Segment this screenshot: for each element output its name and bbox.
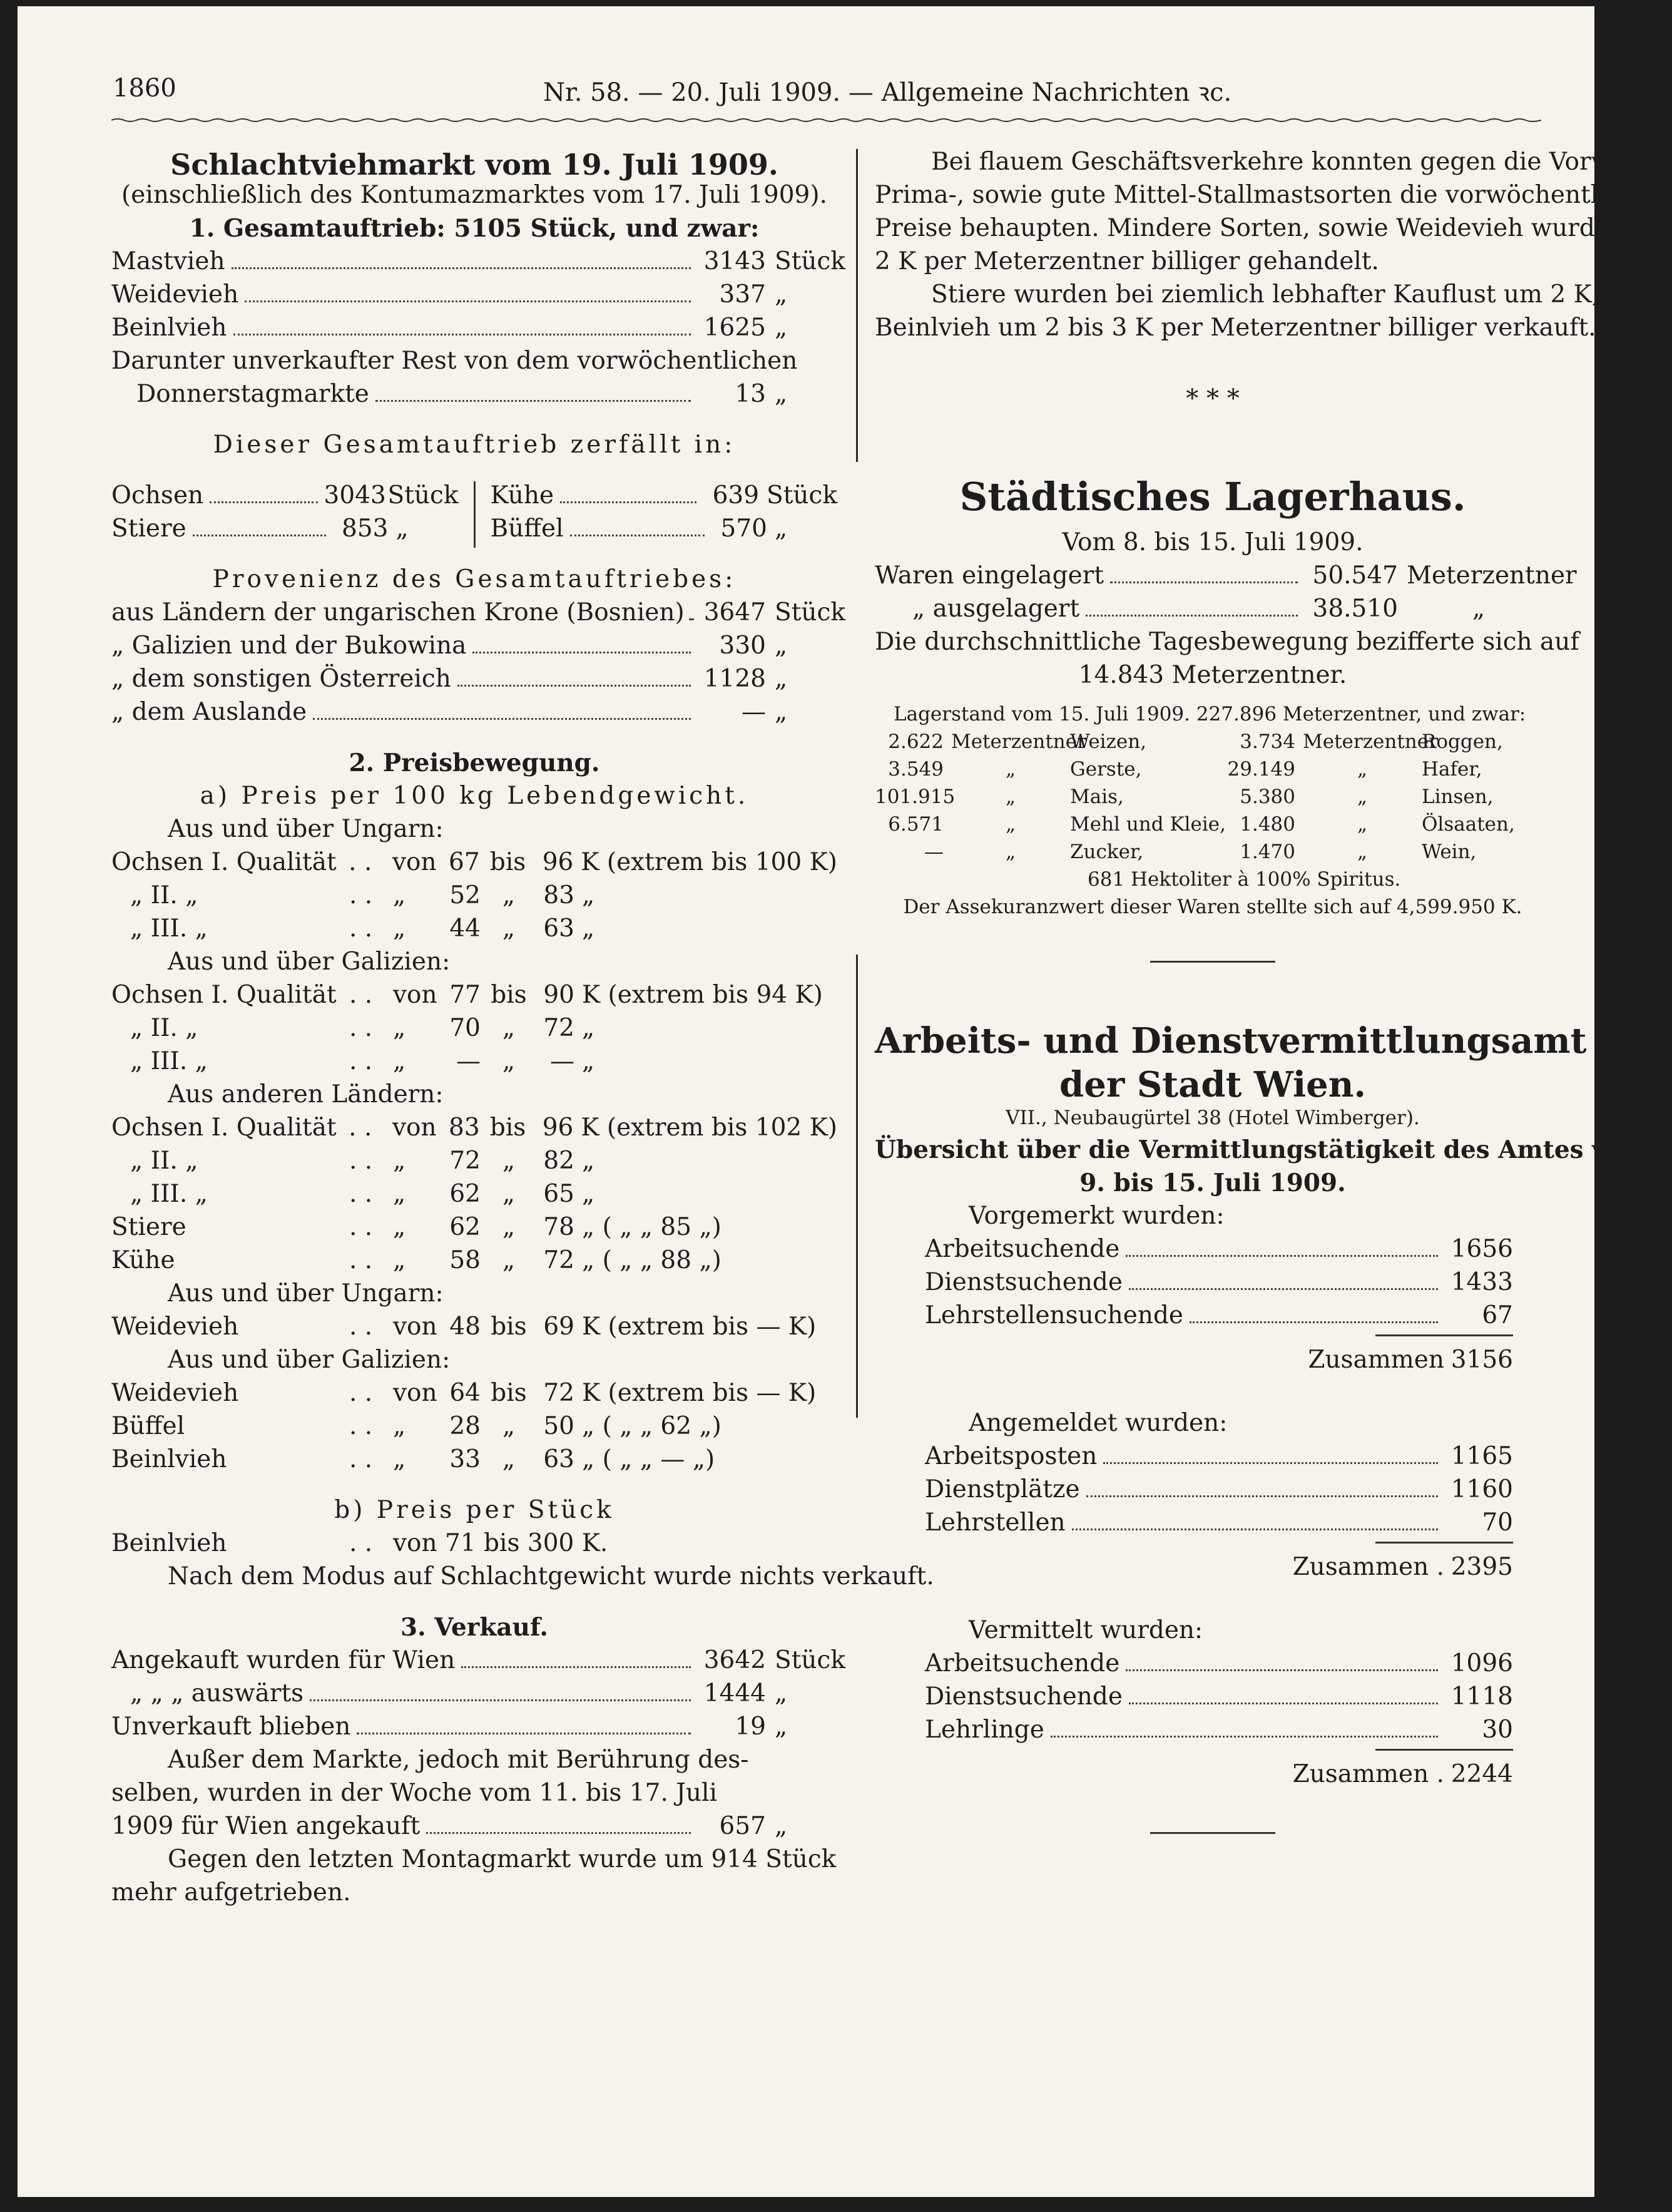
- stats-heading: Vermittelt wurden:: [969, 1616, 1203, 1644]
- stock-row: — „ Zucker, 1.470 „ Wein,: [924, 841, 1477, 863]
- stock-heading: Lagerstand vom 15. Juli 1909. 227.896 Meterzentner, und zwar:: [894, 703, 1526, 725]
- list-item: aus Ländern der ungarischen Krone (Bosnien) 3647 Stück: [111, 598, 845, 627]
- list-item: Donnerstagmarkte 13 „: [136, 380, 788, 408]
- left-column: [111, 148, 934, 1912]
- list-item: Lehrstellensuchende 67: [925, 1301, 1513, 1329]
- employment-office-title: Arbeits- und Dienstvermittlungsamt: [875, 1020, 1587, 1062]
- origin-heading: Aus anderen Ländern:: [168, 1080, 444, 1109]
- list-item: Arbeitsuchende 1656: [925, 1235, 1513, 1263]
- price-row: Ochsen I. Qualität . . von 77 bis 90 K (extrem bis 94 K): [111, 981, 823, 1009]
- price-row: Weidevieh . . von 64 bis 72 K (extrem bis — K): [111, 1379, 817, 1407]
- list-item: „ „ „ auswärts 1444 „: [130, 1679, 788, 1708]
- list-item: „ ausgelagert 38.510 „: [912, 595, 1486, 623]
- list-item: Mastvieh 3143 Stück: [111, 247, 845, 275]
- cattle-market-title: Schlachtviehmarkt vom 19. Juli 1909.: [170, 148, 778, 182]
- list-item: Beinlvieh 1625 „: [111, 314, 788, 342]
- right-column: [875, 148, 1672, 1834]
- overview-heading: 9. bis 15. Juli 1909.: [1079, 1169, 1346, 1197]
- header-rule: [111, 118, 1541, 123]
- list-item: „ Galizien und der Bukowina 330 „: [111, 632, 788, 660]
- list-item: „ dem Auslande — „: [111, 698, 788, 726]
- total-row: Zusammen . 2244: [1292, 1760, 1513, 1788]
- stock-row: 3.549 „ Gerste, 29.149 „ Hafer,: [888, 758, 1482, 781]
- stock-row: 6.571 „ Mehl und Kleie, 1.480 „ Ölsaaten,: [888, 813, 1515, 836]
- para-line: Stiere wurden bei ziemlich lebhafter Kauflust um 2 K,: [931, 280, 1600, 309]
- list-item: Lehrlinge 30: [925, 1716, 1513, 1744]
- list-item: Dienstsuchende 1118: [925, 1682, 1513, 1711]
- section-divider: [1150, 1832, 1275, 1834]
- list-item: 1909 für Wien angekauft 657 „: [111, 1812, 788, 1840]
- note-line: Nach dem Modus auf Schlachtgewicht wurde nichts verkauft.: [168, 1562, 934, 1590]
- list-item: Büffel 570 „: [490, 515, 788, 543]
- list-item: Dienstsuchende 1433: [925, 1268, 1513, 1296]
- para-line: mehr aufgetrieben.: [111, 1878, 351, 1907]
- price-row: Beinlvieh . . von 71 bis 300 K.: [111, 1529, 608, 1557]
- list-item: Weidevieh 337 „: [111, 280, 788, 309]
- origin-heading: Aus und über Ungarn:: [168, 1279, 444, 1308]
- para-line: Gegen den letzten Montagmarkt wurde um 914 Stück: [168, 1845, 837, 1873]
- warehouse-subtitle: Vom 8. bis 15. Juli 1909.: [1062, 528, 1364, 556]
- price-movement-heading: 2. Preisbewegung.: [349, 749, 600, 777]
- para-line: Prima-, sowie gute Mittel-Stallmastsorten die vorwöchentlichen: [875, 181, 1666, 209]
- stock-row: 101.915 „ Mais, 5.380 „ Linsen,: [875, 786, 1494, 808]
- total-supply-heading: 1. Gesamtauftrieb: 5105 Stück, und zwar:: [189, 214, 760, 243]
- price-per-100kg-heading: a) Preis per 100 kg Lebendgewicht.: [200, 782, 749, 810]
- newspaper-page: [18, 6, 1672, 2197]
- list-item: Ochsen 3043 Stück: [111, 481, 459, 509]
- stats-heading: Vorgemerkt wurden:: [969, 1202, 1225, 1230]
- employment-stats: [925, 1202, 1513, 1788]
- para-line: Preise behaupten. Mindere Sorten, sowie Weidevieh wurden um: [875, 214, 1672, 242]
- para-line: Bei flauem Geschäftsverkehre konnten gegen die Vorwoche: [931, 148, 1671, 176]
- breakdown-heading: Dieser Gesamtauftrieb zerfällt in:: [213, 431, 736, 459]
- price-row: „ II. „ . . „ 70 „ 72 „: [130, 1014, 595, 1042]
- employment-office-title: der Stadt Wien.: [1059, 1064, 1366, 1105]
- warehouse-average: 14.843 Meterzentner.: [1078, 661, 1347, 689]
- cattle-market-subtitle: (einschließlich des Kontumazmarktes vom 17. Juli 1909).: [121, 181, 827, 209]
- warehouse-average: Die durchschnittliche Tagesbewegung bezifferte sich auf: [875, 628, 1579, 656]
- origin-heading: Aus und über Ungarn:: [168, 815, 444, 843]
- price-row: Ochsen I. Qualität . . von 67 bis 96 K (extrem bis 100 K): [111, 848, 837, 876]
- para-line: selben, wurden in der Woche vom 11. bis 17. Juli: [111, 1779, 717, 1807]
- page-number: 1860: [113, 74, 176, 103]
- price-row: Kühe . . „ 58 „ 72 „ ( „ „ 88 „): [111, 1246, 721, 1274]
- list-item: Lehrstellen 70: [925, 1508, 1513, 1537]
- price-row: „ II. „ . . „ 72 „ 82 „: [130, 1147, 595, 1175]
- stock-row: 2.622 Meterzentner Weizen, 3.734 Meterzentner Roggen,: [888, 730, 1503, 753]
- para-line: Beinlvieh um 2 bis 3 K per Meterzentner billiger verkauft.: [875, 314, 1596, 342]
- price-per-piece-heading: b) Preis per Stück: [334, 1496, 614, 1524]
- list-item: Stiere 853 „: [111, 515, 409, 543]
- price-row: „ III. „ . . „ 62 „ 65 „: [130, 1180, 595, 1208]
- para-line: Außer dem Markte, jedoch mit Berührung des-: [168, 1746, 749, 1774]
- sale-heading: 3. Verkauf.: [400, 1613, 548, 1642]
- employment-office-address: VII., Neubaugürtel 38 (Hotel Wimberger).: [1006, 1107, 1420, 1129]
- stock-insurance: Der Assekuranzwert dieser Waren stellte sich auf 4,599.950 K.: [903, 896, 1522, 918]
- warehouse-title: Städtisches Lagerhaus.: [959, 474, 1466, 520]
- stats-heading: Angemeldet wurden:: [969, 1409, 1228, 1437]
- price-row: Ochsen I. Qualität . . von 83 bis 96 K (extrem bis 102 K): [111, 1114, 837, 1142]
- list-item: Arbeitsposten 1165: [925, 1442, 1513, 1470]
- origin-heading: Aus und über Galizien:: [168, 948, 451, 976]
- price-row: „ II. „ . . „ 52 „ 83 „: [130, 881, 595, 909]
- price-row: „ III. „ . . „ — „ — „: [130, 1047, 595, 1075]
- column-rule-2: [856, 955, 858, 1418]
- price-row: Beinlvieh . . „ 33 „ 63 „ ( „ „ — „): [111, 1445, 715, 1473]
- price-row: „ III. „ . . „ 44 „ 63 „: [130, 914, 595, 943]
- para-line: 2 K per Meterzentner billiger gehandelt.: [875, 247, 1379, 275]
- overview-heading: Übersicht über die Vermittlungstätigkeit des Amtes vom: [875, 1135, 1649, 1164]
- provenance-heading: Provenienz des Gesamtauftriebes:: [212, 565, 737, 593]
- running-title: Nr. 58. — 20. Juli 1909. — Allgemeine Nachrichten ꝛc.: [543, 78, 1232, 107]
- section-stars: * * *: [1186, 384, 1240, 413]
- stock-spirit: 681 Hektoliter à 100% Spiritus.: [1088, 868, 1401, 891]
- price-row: Weidevieh . . von 48 bis 69 K (extrem bis — K): [111, 1313, 817, 1341]
- origin-heading: Aus und über Galizien:: [168, 1346, 451, 1374]
- list-item: Unverkauft blieben 19 „: [111, 1713, 788, 1741]
- total-row: Zusammen . 2395: [1292, 1553, 1513, 1581]
- list-item: „ dem sonstigen Österreich 1128 „: [111, 665, 788, 693]
- list-item: Waren eingelagert 50.547 Meterzentner: [875, 561, 1577, 590]
- note-line: Darunter unverkaufter Rest von dem vorwöchentlichen: [111, 347, 798, 375]
- list-item: Kühe 639 Stück: [490, 481, 837, 509]
- total-row: Zusammen 3156: [1308, 1346, 1513, 1374]
- price-row: Büffel . . „ 28 „ 50 „ ( „ „ 62 „): [111, 1412, 721, 1440]
- list-item: Dienstplätze 1160: [925, 1475, 1513, 1503]
- price-row: Stiere . . „ 62 „ 78 „ ( „ „ 85 „): [111, 1213, 721, 1241]
- list-item: Arbeitsuchende 1096: [925, 1649, 1513, 1677]
- breakdown-table: [111, 481, 837, 548]
- column-rule-1: [856, 149, 858, 462]
- list-item: Angekauft wurden für Wien 3642 Stück: [111, 1646, 845, 1674]
